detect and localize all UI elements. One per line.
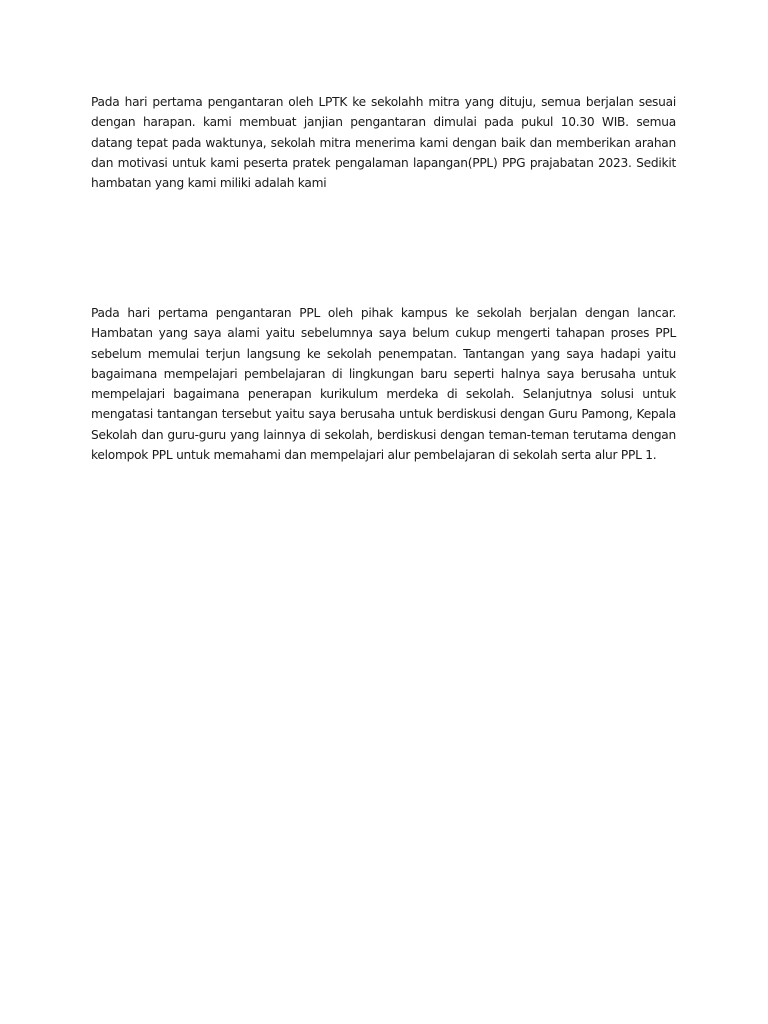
paragraph-first-day-ppl: Pada hari pertama pengantaran PPL oleh pihak kampus ke sekolah berjalan dengan lancar. Hambatan yang saya alami yaitu sebelumnya saya belum cukup mengerti tahapan proses PPL sebelum memulai terjun langsung ke sekolah penempatan. Tantangan yang saya hadapi yaitu bagaimana mempelajari pembelajaran di lingkungan baru seperti halnya saya berusaha untuk mempelajari bagaimana penerapan kurikulum merdeka di sekolah. Selanjutnya solusi untuk mengatasi tantangan tersebut yaitu saya berusaha untuk berdiskusi dengan Guru Pamong, Kepala Sekolah dan guru-guru yang lainnya di sekolah, berdiskusi dengan teman-teman terutama dengan kelompok PPL untuk memahami dan mempelajari alur pembelajaran di sekolah serta alur PPL 1. bbox=[91, 306, 676, 463]
paragraph-first-day-lptk: Pada hari pertama pengantaran oleh LPTK ke sekolahh mitra yang dituju, semua berjalan sesuai dengan harapan. kami membuat janjian pengantaran dimulai pada pukul 10.30 WIB. semua datang tepat pada waktunya, sekolah mitra menerima kami dengan baik dan memberikan arahan dan motivasi untuk kami peserta pratek pengalaman lapangan(PPL) PPG prajabatan 2023. Sedikit hambatan yang kami miliki adalah kami bbox=[91, 95, 676, 191]
